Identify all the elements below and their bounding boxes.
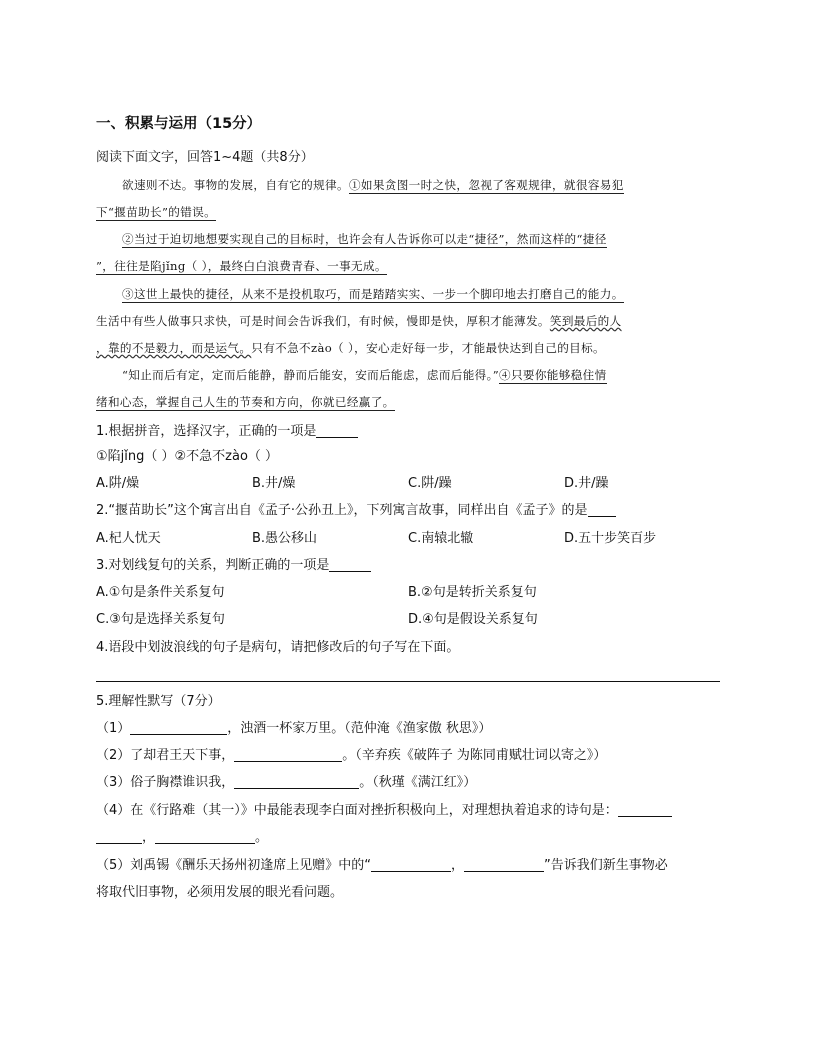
passage-line — [96, 177, 720, 193]
question-1-stem — [96, 424, 720, 440]
item-text: ， — [451, 858, 465, 873]
answer-blank[interactable] — [130, 721, 227, 735]
item-text: ”告诉我们新生事物必 — [544, 858, 668, 873]
question-2-options — [96, 531, 720, 547]
option-d[interactable]: D.井/躁 — [564, 476, 609, 491]
dictation-item-2 — [96, 748, 720, 764]
passage-line — [96, 340, 720, 356]
reading-instruction: 阅读下面文字，回答1~4题（共8分） — [96, 150, 314, 165]
answer-blank[interactable] — [371, 858, 451, 872]
option-b[interactable]: B.②句是转折关系复句 — [408, 585, 537, 600]
question-3-text: 3.对划线复句的关系，判断正确的一项是 — [96, 558, 330, 573]
item-text: （2）了却君王天下事， — [96, 748, 235, 763]
passage-text: 生活中有些人做事只求快，可是时间会告诉我们，有时候，慢即是快，厚积才能薄发。 — [96, 314, 550, 328]
item-text: （4）在《行路难（其一）》中最能表现李白面对挫折积极向上，对理想执着追求的诗句是： — [96, 803, 618, 818]
answer-blank[interactable] — [618, 803, 672, 817]
question-2-stem — [96, 503, 720, 519]
option-b[interactable]: B.井/燥 — [252, 476, 296, 491]
section-title: 一、积累与运用（15分） — [96, 116, 262, 132]
answer-blank[interactable] — [234, 748, 342, 762]
option-a[interactable]: A.杞人忧天 — [96, 531, 161, 546]
passage-quote: “知止而后有定，定而后能静，静而后能安，安而后能虑，虑而后能得。” — [122, 368, 500, 382]
item-number: （1） — [96, 721, 131, 736]
question-3-options-row1 — [96, 585, 720, 601]
passage-line — [96, 258, 720, 274]
underlined-sentence-1-cont: 下“揠苗助长”的错误。 — [96, 205, 217, 219]
question-1-text: 1.根据拼音，选择汉字，正确的一项是 — [96, 424, 317, 439]
answer-blank[interactable] — [155, 830, 255, 844]
item-text: （5）刘禹锡《酬乐天扬州初逢席上见赠》中的“ — [96, 858, 372, 873]
passage-line — [96, 231, 720, 247]
underlined-sentence-2-cont: ”，往往是陷jǐng（ ），最终白白浪费青春、一事无成。 — [96, 259, 387, 273]
answer-blank[interactable] — [234, 775, 359, 789]
underlined-sentence-3: ③这世上最快的捷径，从来不是投机取巧，而是踏踏实实、一步一个脚印地去打磨自己的能力。 — [122, 287, 624, 301]
answer-blank[interactable] — [464, 858, 544, 872]
underlined-sentence-4: ④只要你能够稳住情 — [499, 368, 607, 382]
option-d[interactable]: D.五十步笑百步 — [564, 531, 657, 546]
dictation-item-1 — [96, 721, 720, 737]
option-c[interactable]: C.③句是选择关系复句 — [96, 612, 225, 627]
question-5-title: 5.理解性默写（7分） — [96, 694, 221, 709]
wavy-sentence: 笑到最后的人 — [549, 314, 622, 328]
passage-line — [96, 286, 720, 302]
dictation-item-5-cont: 将取代旧事物，必须用发展的眼光看问题。 — [96, 885, 344, 900]
option-a[interactable]: A.①句是条件关系复句 — [96, 585, 225, 600]
passage-text: 欲速则不达。事物的发展，自有它的规律。 — [122, 178, 349, 192]
passage-line — [96, 394, 720, 410]
item-text: 。（辛弃疾《破阵子 为陈同甫赋壮词以寄之》） — [342, 748, 607, 763]
question-3-options-row2 — [96, 612, 720, 628]
item-text: 。 — [255, 830, 269, 845]
answer-blank[interactable] — [588, 503, 616, 517]
option-c[interactable]: C.阱/躁 — [408, 476, 452, 491]
passage-line — [96, 204, 720, 220]
passage-text: 只有不急不zào（ ），安心走好每一步，才能最快达到自己的目标。 — [251, 341, 605, 355]
wavy-sentence-cont: ，靠的不是毅力，而是运气。 — [96, 341, 252, 355]
answer-blank[interactable] — [316, 424, 358, 438]
item-text: ， — [142, 830, 156, 845]
answer-line[interactable] — [96, 681, 720, 682]
item-text: 。（秋瑾《满江红》） — [359, 775, 477, 790]
underlined-sentence-2: ②当过于迫切地想要实现自己的目标时，也许会有人告诉你可以走“捷径”，然而这样的“捷径 — [122, 232, 607, 246]
dictation-item-4 — [96, 803, 720, 819]
dictation-item-4-cont — [96, 830, 720, 846]
item-text: ，浊酒一杯家万里。（范仲淹《渔家傲 秋思》） — [227, 721, 492, 736]
option-c[interactable]: C.南辕北辙 — [408, 531, 474, 546]
question-1-pinyin: ①陷jǐng（ ）②不急不zào（ ） — [96, 449, 279, 464]
option-b[interactable]: B.愚公移山 — [252, 531, 318, 546]
item-text: （3）俗子胸襟谁识我， — [96, 775, 235, 790]
passage-line — [96, 313, 720, 329]
underlined-sentence-1: ①如果贪图一时之快，忽视了客观规律，就很容易犯 — [348, 178, 624, 192]
passage-line — [96, 367, 720, 383]
option-d[interactable]: D.④句是假设关系复句 — [408, 612, 538, 627]
question-4-stem: 4.语段中划波浪线的句子是病句，请把修改后的句子写在下面。 — [96, 640, 460, 655]
question-3-stem — [96, 558, 720, 574]
answer-blank[interactable] — [329, 558, 371, 572]
option-a[interactable]: A.阱/燥 — [96, 476, 140, 491]
answer-blank[interactable] — [96, 830, 142, 844]
underlined-sentence-4-cont: 绪和心态，掌握自己人生的节奏和方向，你就已经赢了。 — [96, 395, 395, 409]
dictation-item-3 — [96, 775, 720, 791]
question-1-options — [96, 476, 720, 492]
question-2-text: 2.“揠苗助长”这个寓言出自《孟子·公孙丑上》，下列寓言故事，同样出自《孟子》的是 — [96, 503, 588, 518]
dictation-item-5 — [96, 858, 720, 874]
